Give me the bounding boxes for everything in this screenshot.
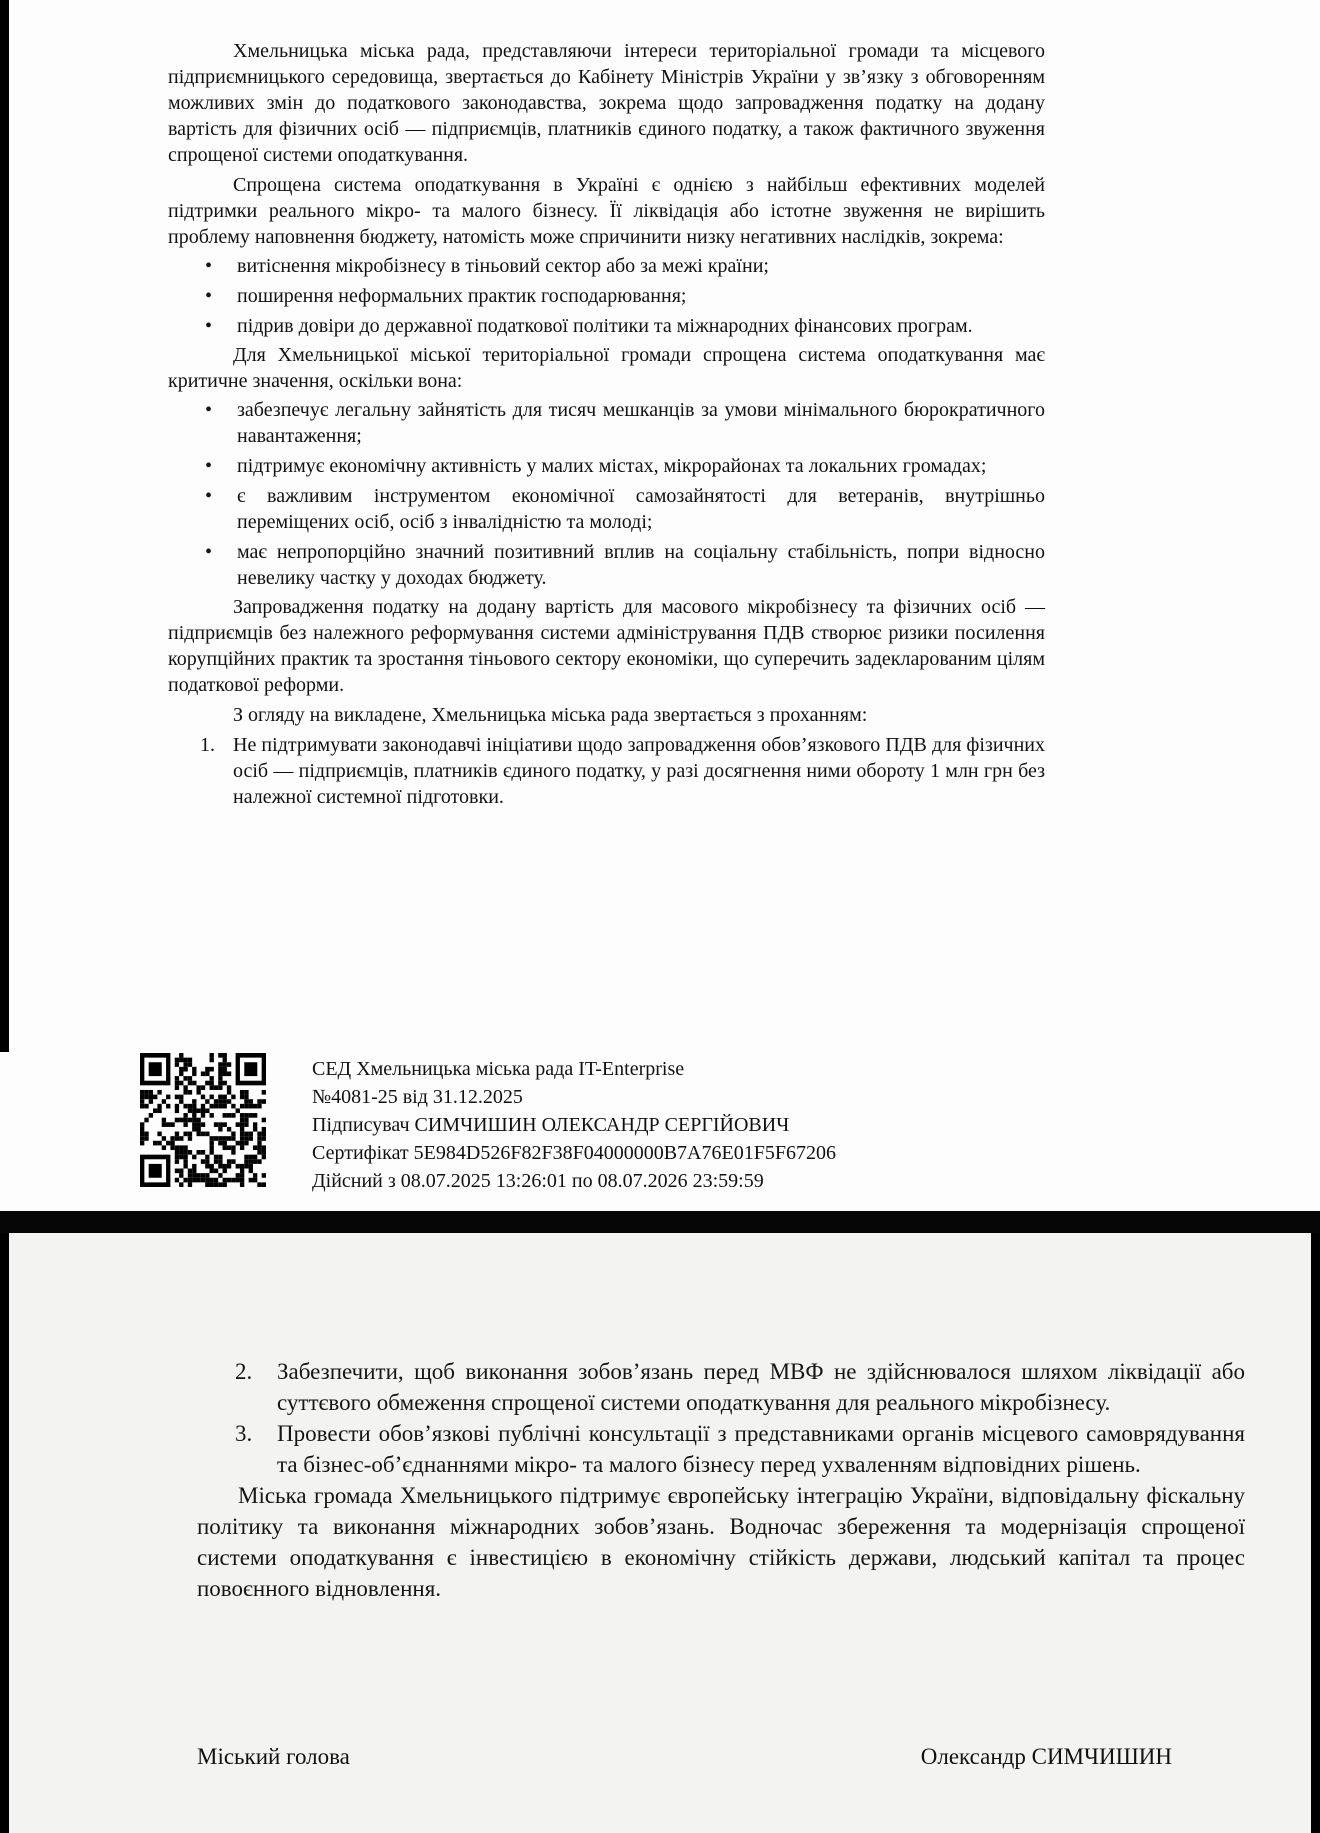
stamp-signer-line: Підписувач СИМЧИШИН ОЛЕКСАНДР СЕРГІЙОВИЧ xyxy=(312,1114,790,1136)
page-2-content xyxy=(197,1356,1245,1604)
numbered-item-1 xyxy=(168,732,1045,810)
item-number: 1. xyxy=(200,734,215,756)
signature-role: Міський голова xyxy=(197,1744,350,1769)
bullet-item: • поширення неформальних практик господарювання; xyxy=(168,283,1045,309)
page-1 xyxy=(168,38,1045,810)
bullet-list-benefits xyxy=(168,397,1045,591)
bullet-item: • підтримує економічну активність у малих містах, мікрорайонах та локальних громадах; xyxy=(168,453,1045,479)
bullet-item: • має непропорційно значний позитивний вплив на соціальну стабільність, попри відносно невелику частку у доходах бюджету. xyxy=(168,539,1045,591)
bullet-list-consequences xyxy=(168,253,1045,339)
stamp-text xyxy=(312,1053,836,1195)
stamp-validity-line: Дійсний з 08.07.2025 13:26:01 по 08.07.2026 23:59:59 xyxy=(312,1170,764,1192)
item-number: 3. xyxy=(235,1421,253,1446)
scan-edge-left xyxy=(0,1233,9,1833)
paragraph-vat-risks: Запровадження податку на додану вартість для масового мікробізнесу та фізичних осіб — підприємців без належного реформування системи адміністрування ПДВ створює ризики посилення корупційних практик та зростання тіньового сектору економіки, що суперечить задекларованим цілям податкової реформи. xyxy=(168,596,1045,696)
bullet-item: • витіснення мікробізнесу в тіньовий сектор або за межі країни; xyxy=(168,253,1045,279)
numbered-item-3 xyxy=(197,1418,1245,1480)
stamp-certificate-line: Сертифікат 5E984D526F82F38F04000000B7A76E01F5F67206 xyxy=(312,1142,836,1164)
scan-edge-left xyxy=(0,0,9,1052)
item-text: Провести обов’язкові публічні консультації з представниками органів місцевого самоврядування та бізнес-об’єднаннями мікро- та малого бізнесу перед ухваленням відповідних рішень. xyxy=(277,1421,1245,1477)
paragraph-closing: Міська громада Хмельницького підтримує європейську інтеграцію України, відповідальну фіскальну політику та виконання міжнародних зобов’язань. Водночас збереження та модернізація спрощеної системи оподаткування є інвестицією в економічну стійкість держави, людський капітал та процес повоєнного відновлення. xyxy=(197,1483,1245,1601)
paragraph-request-intro: З огляду на викладене, Хмельницька міська рада звертається з проханням: xyxy=(233,704,868,726)
bullet-item: • забезпечує легальну зайнятість для тисяч мешканців за умови мінімального бюрократичного навантаження; xyxy=(168,397,1045,449)
signature-stamp-block xyxy=(140,1053,836,1195)
page-2 xyxy=(0,1233,1320,1833)
signature-row xyxy=(197,1743,1172,1771)
paragraph-simplified-system: Спрощена система оподаткування в Україні є однією з найбільш ефективних моделей підтримки реального мікро- та малого бізнесу. Її ліквідація або істотне звуження не вирішить проблему наповнення бюджету, натомість може спричинити низку негативних наслідків, зокрема: xyxy=(168,174,1045,248)
paragraph-importance: Для Хмельницької міської територіальної громади спрощена система оподаткування має критичне значення, оскільки вона: xyxy=(168,344,1045,392)
qr-code-icon xyxy=(140,1053,266,1187)
paragraph-appeal: Хмельницька міська рада, представляючи інтереси територіальної громади та місцевого підприємницького середовища, звертається до Кабінету Міністрів України у зв’язку з обговоренням можливих змін до податкового законодавства, зокрема щодо запровадження податку на додану вартість для фізичних осіб — підприємців, платників єдиного податку, а також фактичного звуження спрощеної системи оподаткування. xyxy=(168,40,1045,166)
signature-name: Олександр СИМЧИШИН xyxy=(920,1744,1172,1769)
stamp-number-line: №4081-25 від 31.12.2025 xyxy=(312,1086,523,1108)
item-text: Забезпечити, щоб виконання зобов’язань перед МВФ не здійснювалося шляхом ліквідації або суттєвого обмеження спрощеної системи оподаткування для реального мікробізнесу. xyxy=(277,1359,1245,1415)
stamp-system-line: СЕД Хмельницька міська рада IT-Enterprise xyxy=(312,1058,685,1080)
item-number: 2. xyxy=(235,1359,253,1384)
scan-edge-right xyxy=(1311,1233,1320,1833)
bullet-item: • підрив довіри до державної податкової політики та міжнародних фінансових програм. xyxy=(168,313,1045,339)
numbered-item-2 xyxy=(197,1356,1245,1418)
page-separator-band xyxy=(0,1211,1320,1233)
bullet-item: • є важливим інструментом економічної самозайнятості для ветеранів, внутрішньо переміщених осіб, осіб з інвалідністю та молоді; xyxy=(168,483,1045,535)
item-text: Не підтримувати законодавчі ініціативи щодо запровадження обов’язкового ПДВ для фізичних осіб — підприємців, платників єдиного податку, у разі досягнення ними обороту 1 млн грн без належної системної підготовки. xyxy=(233,734,1045,808)
